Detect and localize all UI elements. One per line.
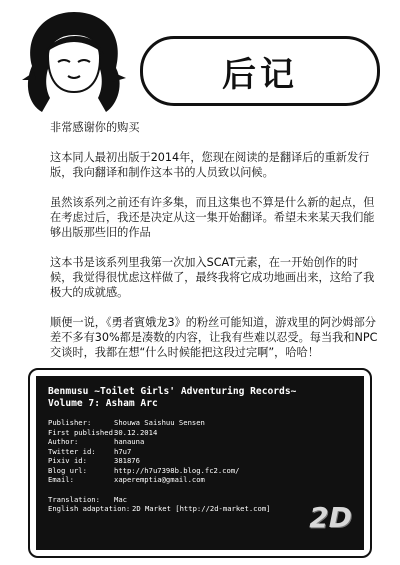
afterword-body <box>50 120 380 405</box>
colophon-key: Blog url: <box>48 465 87 475</box>
colophon-volume: Volume 7: Asham Arc <box>48 398 158 409</box>
colophon-title: Benmusu ~Toilet Girls' Adventuring Records~ <box>48 386 297 397</box>
colophon-row <box>48 447 352 457</box>
colophon-key: Translation: <box>48 494 100 504</box>
colophon-row <box>48 418 352 428</box>
colophon-row <box>48 495 352 505</box>
colophon-row <box>48 475 352 485</box>
colophon-key: Author: <box>48 437 79 446</box>
colophon-value: Mac <box>114 494 127 504</box>
colophon-row <box>48 428 352 438</box>
colophon-value: Shouwa Saishuu Sensen <box>114 418 205 427</box>
colophon-key: English adaptation: <box>48 504 131 513</box>
colophon-value: 381876 <box>114 456 140 465</box>
colophon-value: hanauna <box>114 437 145 446</box>
paragraph-publication: 这本同人最初出版于2014年，您现在阅读的是翻译后的重新发行版，我向翻译和制作这本书的人员致以问候。 <box>50 151 370 179</box>
blog-url-link[interactable]: http://h7u7398b.blog.fc2.com/ <box>114 465 240 475</box>
colophon-row <box>48 466 352 476</box>
2d-market-logo: 2D <box>309 501 352 534</box>
paragraph-series: 虽然该系列之前还有许多集，而且这集也不算是什么新的起点，但在考虑过后，我还是决定从这一集开始翻译。希望未来某天我们能够出版那些旧的作品 <box>50 196 375 239</box>
colophon-value: 30.12.2014 <box>114 427 158 437</box>
colophon-value: h7u7 <box>114 446 132 456</box>
colophon-box <box>28 368 372 558</box>
colophon-key: Publisher: <box>48 418 92 427</box>
paragraph-asham: 顺便一说，《勇者賓娥龙3》的粉丝可能知道，游戏里的阿沙姆部分差不多有30%都是凑数的内容，让我有些难以忍受。每当我和NPC交谈时，我都在想“什么时候能把这段过完啊”，哈哈！ <box>50 316 378 359</box>
adaptation-link[interactable]: 2D Market [http://2d-market.com] <box>132 504 271 513</box>
colophon-key: Twitter id: <box>48 446 96 456</box>
email-link[interactable]: xaperemptia@gmail.com <box>114 475 205 484</box>
colophon-key: Email: <box>48 475 74 484</box>
colophon-row <box>48 437 352 447</box>
colophon-row <box>48 456 352 466</box>
colophon-details <box>48 418 352 514</box>
afterword-title: 后记 <box>140 36 380 106</box>
colophon-key: Pixiv id: <box>48 456 87 465</box>
colophon-panel <box>36 376 364 550</box>
paragraph-thanks: 非常感谢你的购买 <box>50 121 140 134</box>
colophon-row <box>48 504 352 514</box>
paragraph-scat: 这本书是该系列里我第一次加入SCAT元素，在一开始创作的时候，我觉得很忧虑这样做了，最终我将它成功地画出来，这给了我极大的成就感。 <box>50 256 375 299</box>
colophon-key: First published: <box>48 427 118 437</box>
hanauna-avatar <box>14 6 132 118</box>
